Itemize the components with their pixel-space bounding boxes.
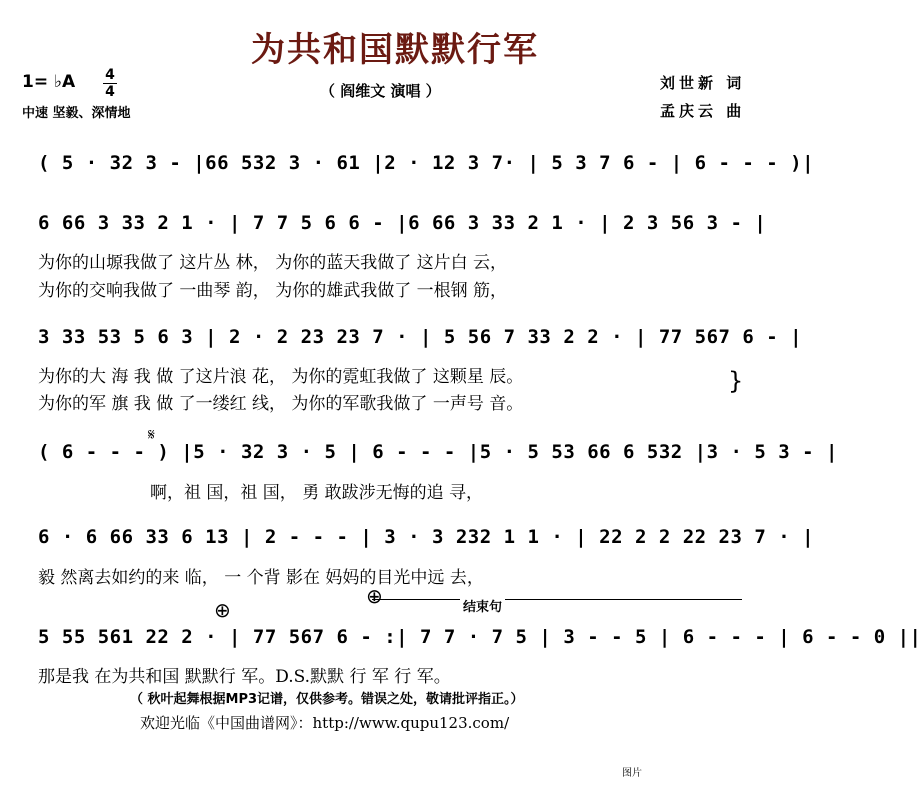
lyric-line-3-verse-1: 为你的大 海 我 做 了这片浪 花， 为你的霓虹我做了 这颗星 辰。 — [38, 367, 524, 387]
lyric-line-6: 那是我 在为共和国 默默行 军。D.S.默默 行 军 行 军。 — [38, 667, 451, 687]
lyricist-credit: 刘世新 词 — [660, 74, 746, 92]
ending-label: 结束句 — [460, 596, 505, 615]
composer-credit: 孟庆云 曲 — [660, 102, 746, 120]
verse-brace-icon: } — [728, 367, 744, 395]
meter-top: 4 — [105, 67, 115, 83]
score-line-3: 3 33 53 5 6 3 | 2 · 2 23 23 7 · | 5 56 7 33 2 2 · | 77 567 6 - | — [38, 326, 803, 348]
tempo-marking: 中速 坚毅、深情地 — [22, 106, 131, 121]
lyric-line-3-verse-2: 为你的军 旗 我 做 了一缕红 线， 为你的军歌我做了 一声号 音。 — [38, 394, 524, 414]
key-signature: 1= ♭A — [22, 72, 76, 92]
score-line-4: ( 6 - - - ) |5 · 32 3 · 5 | 6 - - - |5 · 5 53 66 6 532 |3 · 5 3 - | — [38, 441, 838, 463]
lyric-line-2-verse-1: 为你的山塬我做了 这片丛 林， 为你的蓝天我做了 这片白 云， — [38, 253, 508, 273]
ending-bracket — [372, 599, 742, 614]
time-signature — [103, 68, 117, 99]
transcription-note: （ 秋叶起舞根据MP3记谱，仅供参考。错误之处，敬请批评指正。） — [130, 692, 524, 707]
page-title: 为共和国默默行军 — [251, 30, 539, 70]
lyric-line-4: 啊，祖 国，祖 国， 勇 敢跋涉无悔的追 寻， — [150, 483, 484, 503]
coda-icon: ⊕ — [214, 598, 231, 622]
score-line-2: 6 66 3 33 2 1 · | 7 7 5 6 6 - |6 66 3 33 2 1 · | 2 3 56 3 - | — [38, 212, 767, 234]
website-welcome: 欢迎光临《中国曲谱网》：http://www.qupu123.com/ — [140, 714, 510, 732]
meter-bottom: 4 — [105, 84, 115, 100]
score-line-6: 5 55 561 22 2 · | 77 567 6 - :| 7 7 · 7 5 | 3 - - 5 | 6 - - - | 6 - - 0 || — [38, 626, 921, 648]
corner-stamp: 图片 — [622, 768, 642, 779]
segno-icon: 𝄋 — [148, 425, 155, 444]
score-line-1: ( 5 · 32 3 - |66 532 3 · 61 |2 · 12 3 7· | 5 3 7 6 - | 6 - - - )| — [38, 152, 815, 174]
singer-credit: （ 阎维文 演唱 ） — [320, 82, 441, 100]
score-line-5: 6 · 6 66 33 6 13 | 2 - - - | 3 · 3 232 1 1 · | 22 2 2 22 23 7 · | — [38, 526, 815, 548]
coda-icon-end: ⊕ — [366, 584, 383, 608]
lyric-line-5: 毅 然离去如约的来 临， 一 个背 影在 妈妈的目光中远 去， — [38, 568, 484, 588]
lyric-line-2-verse-2: 为你的交响我做了 一曲琴 韵， 为你的雄武我做了 一根钢 筋， — [38, 281, 508, 301]
